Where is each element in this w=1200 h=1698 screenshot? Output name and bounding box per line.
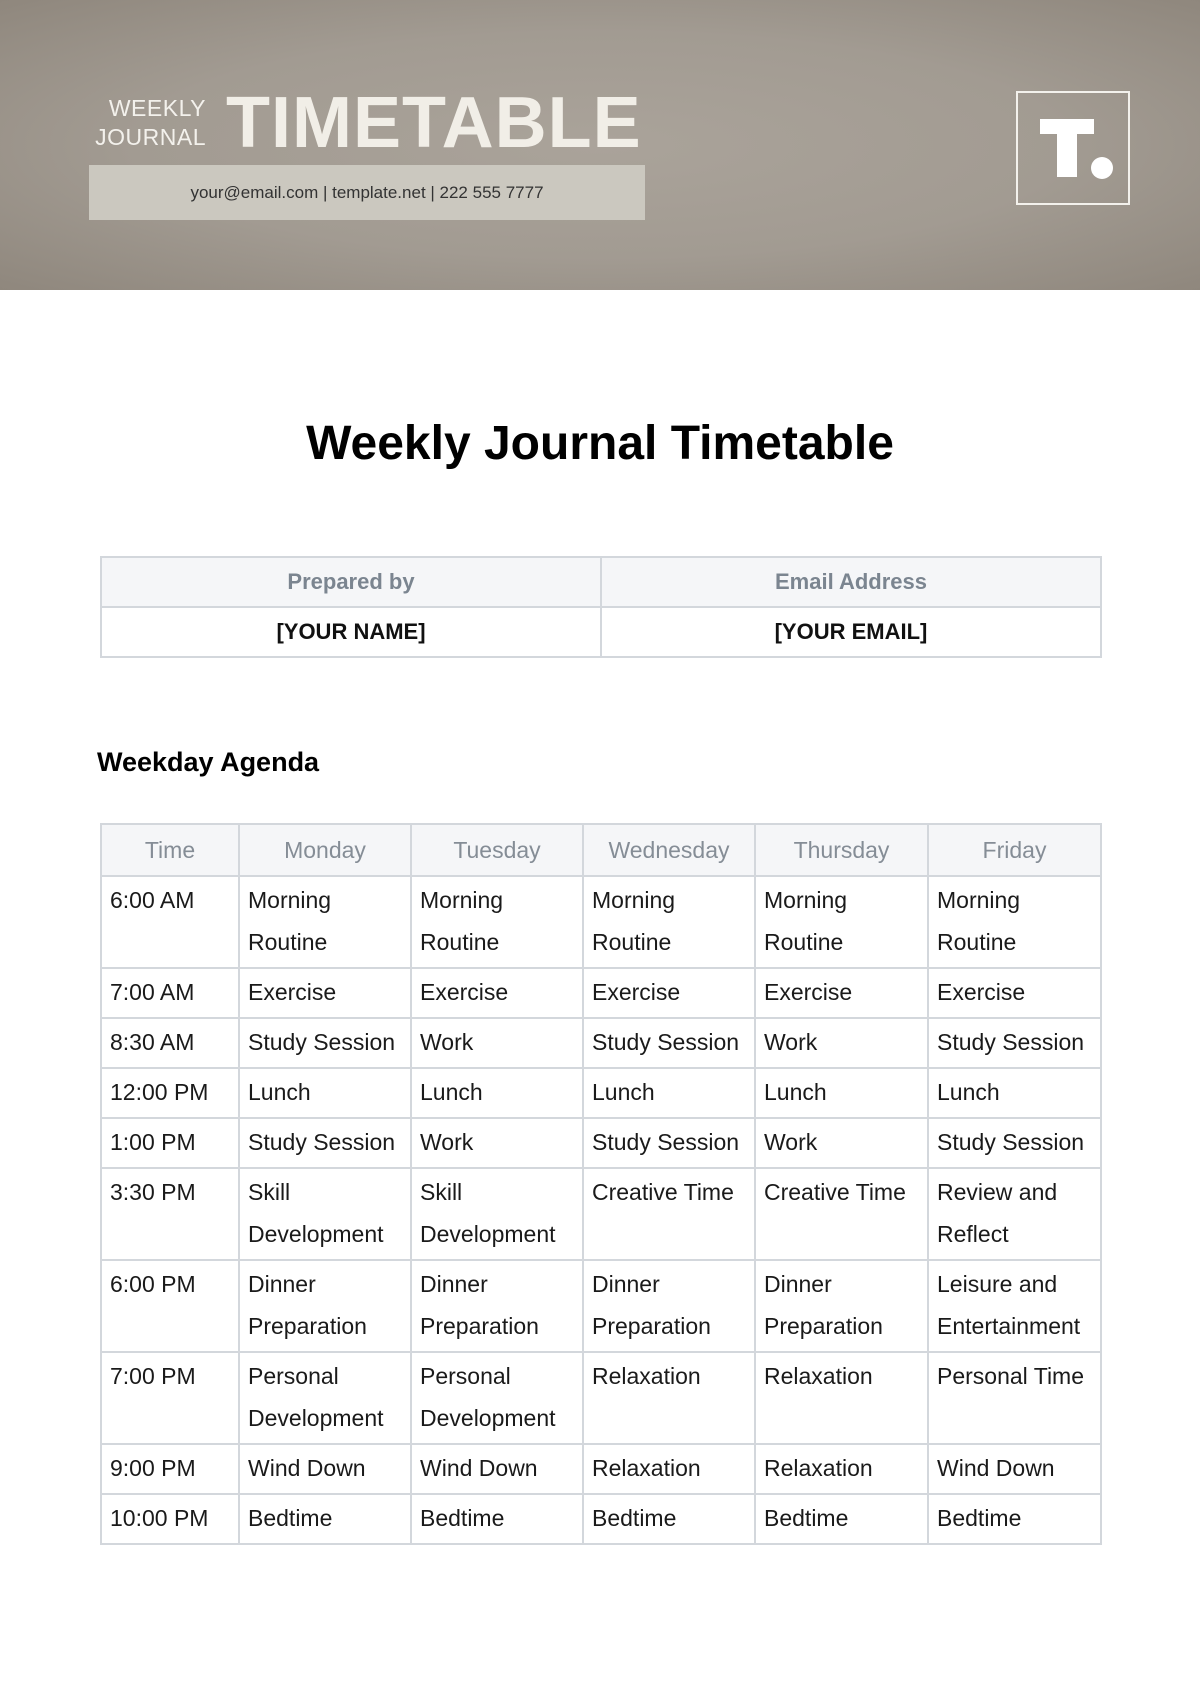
table-row [101,1168,1101,1260]
activity-cell: Review and Reflect [928,1168,1101,1260]
activity-cell: Wind Down [928,1444,1101,1494]
info-header-row [101,557,1101,607]
activity-cell: Relaxation [755,1444,928,1494]
activity-cell: Leisure and Entertainment [928,1260,1101,1352]
activity-cell: Wind Down [411,1444,583,1494]
logo-dot [1091,157,1113,179]
activity-cell: Relaxation [583,1444,755,1494]
brand-subtitle [80,94,206,152]
agenda-column-header: Monday [239,824,411,876]
activity-cell: Dinner Preparation [239,1260,411,1352]
time-cell: 7:00 PM [101,1352,239,1444]
activity-cell: Study Session [239,1018,411,1068]
activity-cell: Study Session [928,1018,1101,1068]
table-row [101,1018,1101,1068]
activity-cell: Creative Time [583,1168,755,1260]
info-value-row [101,607,1101,657]
brand-title: TIMETABLE [226,83,642,163]
agenda-body [101,876,1101,1544]
activity-cell: Work [755,1018,928,1068]
activity-cell: Lunch [239,1068,411,1118]
activity-cell: Work [411,1118,583,1168]
email-address-value: [YOUR EMAIL] [601,607,1101,657]
table-row [101,1260,1101,1352]
agenda-column-header: Wednesday [583,824,755,876]
activity-cell: Bedtime [928,1494,1101,1544]
table-row [101,1494,1101,1544]
table-row [101,968,1101,1018]
activity-cell: Bedtime [411,1494,583,1544]
activity-cell: Bedtime [239,1494,411,1544]
activity-cell: Exercise [928,968,1101,1018]
activity-cell: Creative Time [755,1168,928,1260]
activity-cell: Exercise [239,968,411,1018]
activity-cell: Skill Development [239,1168,411,1260]
activity-cell: Morning Routine [411,876,583,968]
activity-cell: Morning Routine [583,876,755,968]
time-cell: 10:00 PM [101,1494,239,1544]
activity-cell: Bedtime [583,1494,755,1544]
activity-cell: Exercise [411,968,583,1018]
info-table [100,556,1102,658]
activity-cell: Wind Down [239,1444,411,1494]
table-row [101,1068,1101,1118]
contact-bar [89,165,645,220]
template-t-logo-icon [1016,91,1130,205]
activity-cell: Dinner Preparation [583,1260,755,1352]
activity-cell: Study Session [239,1118,411,1168]
activity-cell: Personal Development [239,1352,411,1444]
brand-subtitle-line1: WEEKLY [108,95,206,121]
time-cell: 1:00 PM [101,1118,239,1168]
activity-cell: Lunch [411,1068,583,1118]
activity-cell: Bedtime [755,1494,928,1544]
activity-cell: Skill Development [411,1168,583,1260]
activity-cell: Exercise [583,968,755,1018]
activity-cell: Work [755,1118,928,1168]
table-row [101,1118,1101,1168]
activity-cell: Lunch [583,1068,755,1118]
activity-cell: Lunch [755,1068,928,1118]
time-cell: 7:00 AM [101,968,239,1018]
time-cell: 8:30 AM [101,1018,239,1068]
header-banner [0,0,1200,290]
activity-cell: Morning Routine [239,876,411,968]
activity-cell: Personal Time [928,1352,1101,1444]
activity-cell: Work [411,1018,583,1068]
activity-cell: Dinner Preparation [755,1260,928,1352]
prepared-by-header: Prepared by [101,557,601,607]
time-cell: 12:00 PM [101,1068,239,1118]
activity-cell: Exercise [755,968,928,1018]
table-row [101,1352,1101,1444]
activity-cell: Personal Development [411,1352,583,1444]
activity-cell: Study Session [583,1118,755,1168]
agenda-column-header: Tuesday [411,824,583,876]
brand-subtitle-line2: JOURNAL [95,124,206,150]
agenda-column-header: Friday [928,824,1101,876]
time-cell: 6:00 AM [101,876,239,968]
activity-cell: Morning Routine [755,876,928,968]
time-cell: 3:30 PM [101,1168,239,1260]
activity-cell: Morning Routine [928,876,1101,968]
activity-cell: Lunch [928,1068,1101,1118]
table-row [101,1444,1101,1494]
time-cell: 6:00 PM [101,1260,239,1352]
logo-letter-t [1040,119,1094,177]
activity-cell: Relaxation [755,1352,928,1444]
activity-cell: Study Session [583,1018,755,1068]
time-cell: 9:00 PM [101,1444,239,1494]
agenda-table [100,823,1102,1545]
email-address-header: Email Address [601,557,1101,607]
agenda-column-header: Time [101,824,239,876]
prepared-by-value: [YOUR NAME] [101,607,601,657]
agenda-header-row [101,824,1101,876]
contact-text: your@email.com | template.net | 222 555 7777 [190,182,544,202]
activity-cell: Study Session [928,1118,1101,1168]
document-title: Weekly Journal Timetable [306,417,894,470]
activity-cell: Relaxation [583,1352,755,1444]
activity-cell: Dinner Preparation [411,1260,583,1352]
agenda-section-title: Weekday Agenda [97,747,320,777]
table-row [101,876,1101,968]
agenda-column-header: Thursday [755,824,928,876]
